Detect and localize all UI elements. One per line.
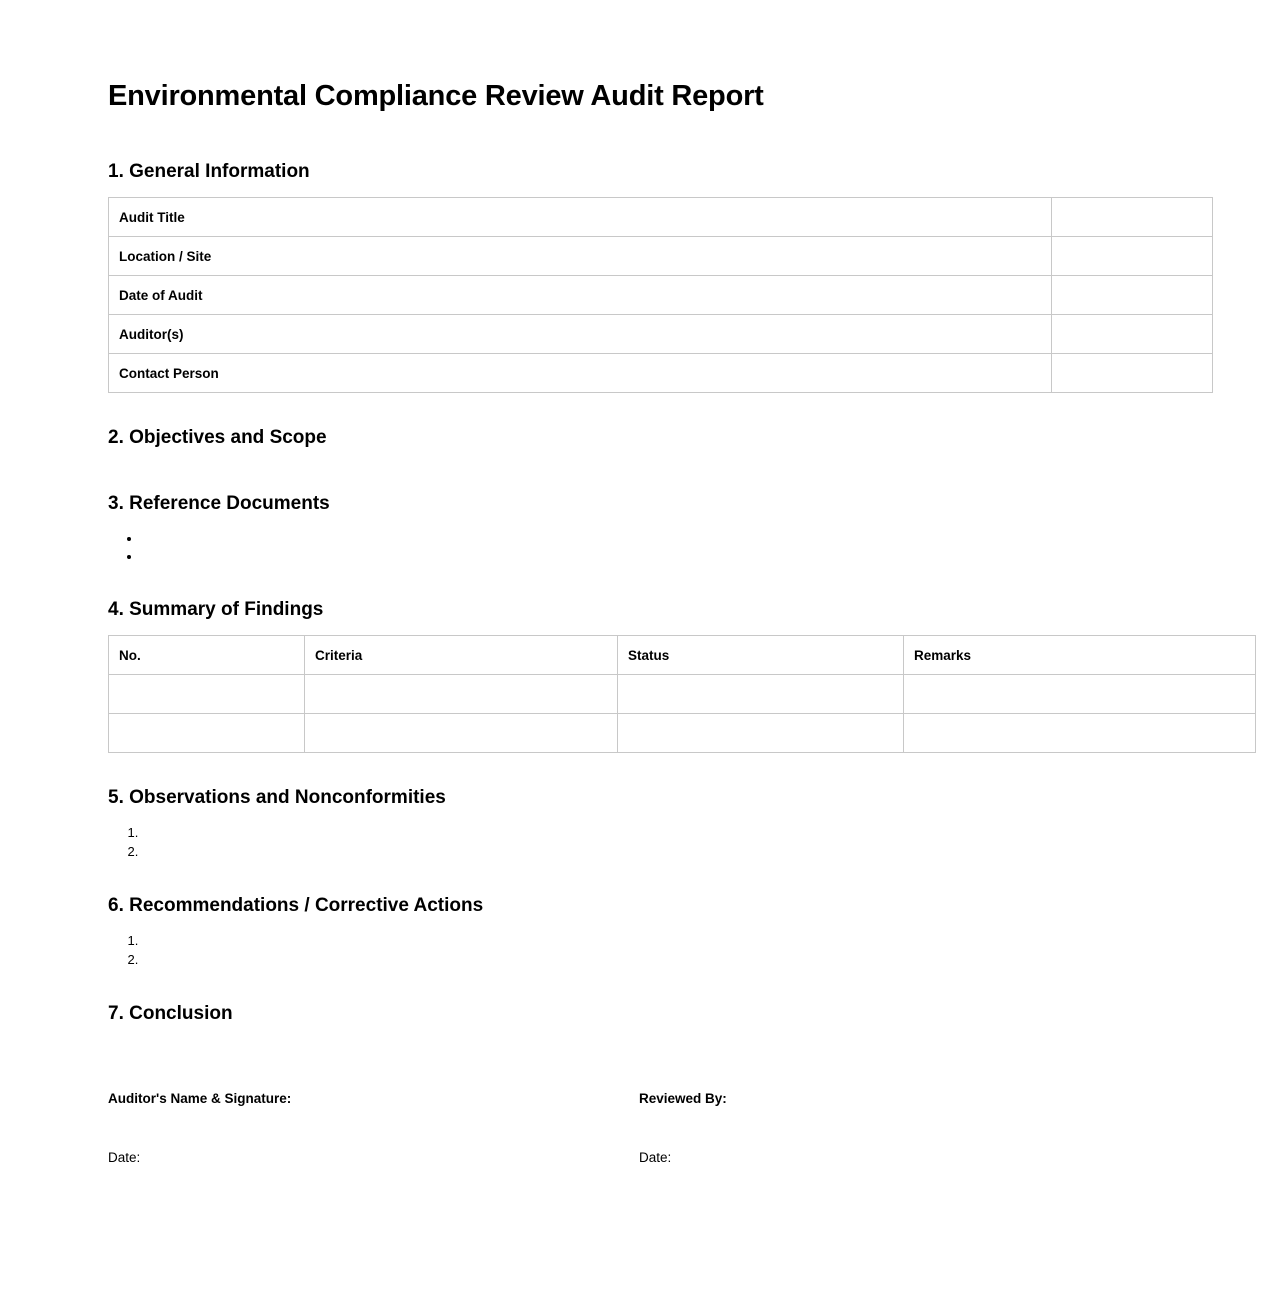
reviewer-signature-column [639,1091,1170,1165]
section-observations-and-nonconformities [108,787,1170,861]
cell-remarks[interactable] [904,675,1256,714]
column-header-status: Status [618,636,904,675]
objectives-and-scope-body[interactable] [108,463,1170,469]
field-value-location-site[interactable] [1052,237,1213,276]
cell-status[interactable] [618,675,904,714]
section-heading-reference-documents: 3. Reference Documents [108,493,330,514]
section-summary-of-findings [108,599,1170,753]
reference-documents-list [108,529,1170,565]
list-item[interactable] [142,529,1170,547]
general-information-table [108,197,1213,393]
section-heading-summary-of-findings: 4. Summary of Findings [108,599,324,620]
section-objectives-and-scope [108,427,1170,469]
recommendations-list [108,931,1170,969]
field-value-auditors[interactable] [1052,315,1213,354]
section-reference-documents [108,493,1170,565]
auditor-signature-label: Auditor's Name & Signature: [108,1091,292,1106]
table-row [109,675,1256,714]
field-label-location-site: Location / Site [109,237,1052,276]
auditor-date-label[interactable]: Date: [108,1150,141,1165]
reviewed-by-label: Reviewed By: [639,1091,727,1106]
list-item[interactable] [142,950,1170,969]
table-row [109,198,1213,237]
field-label-auditors: Auditor(s) [109,315,1052,354]
signature-block [108,1091,1170,1165]
auditor-signature-column [108,1091,639,1165]
field-label-audit-title: Audit Title [109,198,1052,237]
column-header-no: No. [109,636,305,675]
summary-of-findings-table [108,635,1256,753]
page-title: Environmental Compliance Review Audit Report [108,80,764,112]
section-heading-observations-and-nonconformities: 5. Observations and Nonconformities [108,787,446,808]
observations-list [108,823,1170,861]
column-header-remarks: Remarks [904,636,1256,675]
table-header-row [109,636,1256,675]
list-item[interactable] [142,842,1170,861]
section-heading-conclusion: 7. Conclusion [108,1003,233,1024]
table-row [109,237,1213,276]
list-item[interactable] [142,547,1170,565]
section-heading-objectives-and-scope: 2. Objectives and Scope [108,427,327,448]
cell-criteria[interactable] [305,675,618,714]
reviewer-date-label[interactable]: Date: [639,1150,672,1165]
cell-remarks[interactable] [904,714,1256,753]
section-recommendations [108,895,1170,969]
list-item[interactable] [142,931,1170,950]
field-label-date-of-audit: Date of Audit [109,276,1052,315]
table-row [109,276,1213,315]
field-value-audit-title[interactable] [1052,198,1213,237]
cell-no[interactable] [109,675,305,714]
column-header-criteria: Criteria [305,636,618,675]
section-heading-general-information: 1. General Information [108,161,310,182]
cell-criteria[interactable] [305,714,618,753]
table-row [109,354,1213,393]
conclusion-body[interactable] [108,1039,1170,1045]
table-row [109,315,1213,354]
cell-no[interactable] [109,714,305,753]
field-label-contact-person: Contact Person [109,354,1052,393]
section-heading-recommendations: 6. Recommendations / Corrective Actions [108,895,484,916]
list-item[interactable] [142,823,1170,842]
table-row [109,714,1256,753]
section-conclusion [108,1003,1170,1045]
field-value-date-of-audit[interactable] [1052,276,1213,315]
field-value-contact-person[interactable] [1052,354,1213,393]
cell-status[interactable] [618,714,904,753]
section-general-information [108,161,1170,393]
